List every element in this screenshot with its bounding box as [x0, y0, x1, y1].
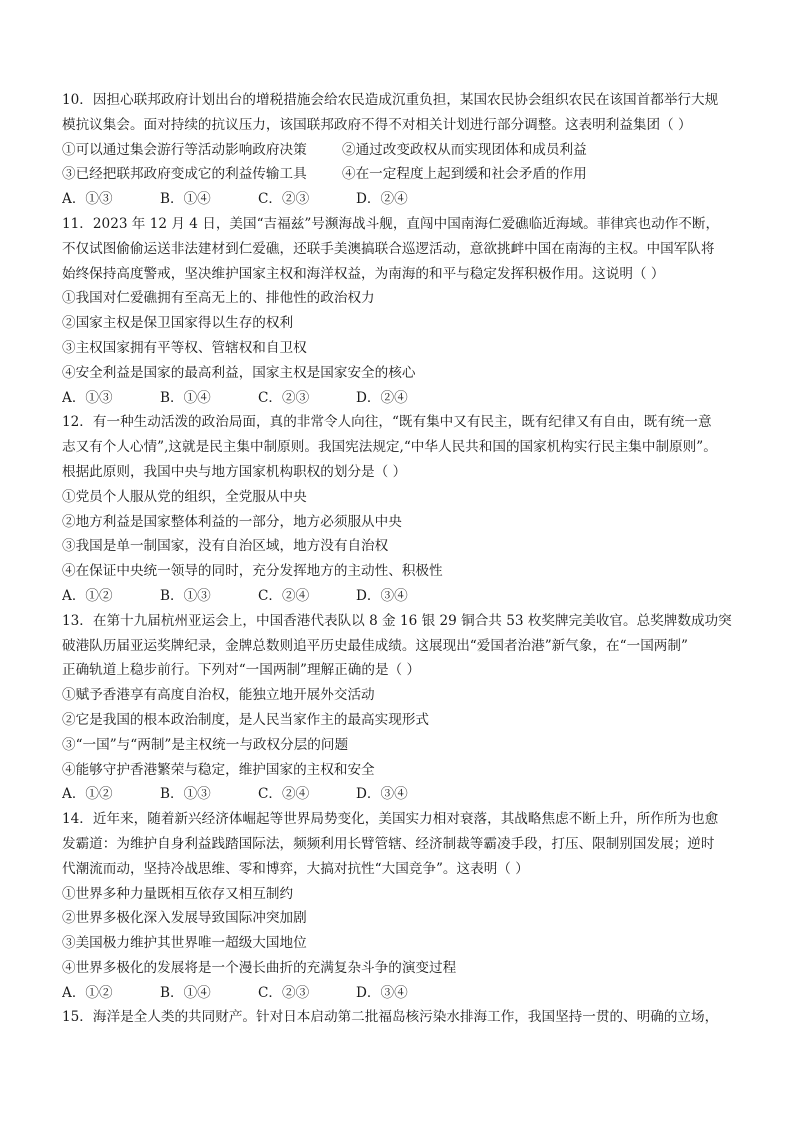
answer-choice-b: B．①③: [160, 786, 211, 803]
option-item: ②地方利益是国家整体利益的一部分，地方必须服从中央: [62, 513, 402, 530]
answer-choices: [62, 187, 740, 212]
option-item: ①党员个人服从党的组织，全党服从中央: [62, 488, 307, 505]
answer-choice-c: C．②③: [258, 191, 310, 208]
question-stem-line: 11．2023 年 12 月 4 日，美国“吉福兹”号濒海战斗舰，直闯中国南海仁爱礁临近海域。菲律宾也动作不断，: [62, 215, 720, 232]
exam-page: [62, 88, 740, 1030]
answer-choice-b: B．①④: [160, 984, 211, 1001]
answer-choices: [62, 782, 740, 807]
answer-choice-c: C．②④: [258, 587, 310, 604]
question-stem-line: 志又有个人心情”,这就是民主集中制原则。我国宪法规定,“中华人民共和国的国家机构实行民主集中制原则”。: [62, 439, 717, 456]
question-12: [62, 410, 740, 608]
option-row: [62, 162, 740, 187]
answer-choice-c: C．②③: [258, 984, 310, 1001]
option-item: ②它是我国的根本政治制度，是人民当家作主的最高实现形式: [62, 711, 430, 728]
answer-choice-d: D．②④: [356, 389, 408, 406]
answer-choice-a: A．①②: [62, 984, 113, 1001]
question-stem-line: 13．在第十九届杭州亚运会上，中国香港代表队以 8 金 16 银 29 铜合共 53 枚奖牌完美收官。总奖牌数成功突: [62, 612, 732, 629]
question-stem-line: 发霸道：为维护自身利益践踏国际法，频频利用长臂管辖、经济制裁等霸凌手段，打压、限制别国发展；逆时: [62, 835, 715, 852]
option-item: ③我国是单一制国家，没有自治区域，地方没有自治权: [62, 538, 389, 555]
answer-choice-d: D．②④: [356, 191, 408, 208]
option-item: ①我国对仁爱礁拥有至高无上的、排他性的政治权力: [62, 290, 375, 307]
answer-choice-d: D．③④: [356, 786, 408, 803]
answer-choice-d: D．③④: [356, 587, 408, 604]
option-item: ③主权国家拥有平等权、管辖权和自卫权: [62, 339, 307, 356]
option-item: ②通过改变政权从而实现团体和成员利益: [342, 141, 587, 158]
answer-choice-d: D．③④: [356, 984, 408, 1001]
answer-choice-b: B．①③: [160, 587, 211, 604]
option-item: ④在一定程度上起到缓和社会矛盾的作用: [342, 166, 587, 183]
option-item: ③美国极力维护其世界唯一超级大国地位: [62, 935, 307, 952]
option-item: ②国家主权是保卫国家得以生存的权利: [62, 315, 294, 332]
question-stem-line: 模抗议集会。面对持续的抗议压力，该国联邦政府不得不对相关计划进行部分调整。这表明利益集团（ ）: [62, 116, 692, 133]
option-row: [62, 138, 740, 163]
answer-choices: [62, 981, 740, 1006]
answer-choices: [62, 386, 740, 411]
answer-choice-b: B．①④: [160, 389, 211, 406]
answer-choice-a: A．①②: [62, 587, 113, 604]
question-stem-line: 代潮流而动，坚持冷战思维、零和博弈，大搞对抗性“大国竞争”。这表明（ ）: [62, 860, 529, 877]
option-item: ①世界多种力量既相互依存又相互制约: [62, 885, 294, 902]
question-stem-line: 根据此原则，我国中央与地方国家机构职权的划分是（ ）: [62, 463, 407, 480]
question-15: [62, 1005, 740, 1030]
option-item: ④安全利益是国家的最高利益，国家主权是国家安全的核心: [62, 364, 416, 381]
option-item: ③已经把联邦政府变成它的利益传输工具: [62, 166, 307, 183]
question-stem-line: 10．因担心联邦政府计划出台的增税措施会给农民造成沉重负担，某国农民协会组织农民在该国首都举行大规: [62, 92, 719, 108]
answer-choice-c: C．②③: [258, 389, 310, 406]
answer-choices: [62, 584, 740, 609]
question-stem-line: 正确轨道上稳步前行。下列对“一国两制”理解正确的是（ ）: [62, 662, 421, 679]
question-stem-line: 12．有一种生动活泼的政治局面，真的非常令人向往，“既有集中又有民主，既有纪律又有自由，既有统一意: [62, 414, 712, 431]
question-11: [62, 212, 740, 410]
option-item: ①赋予香港享有高度自治权，能独立地开展外交活动: [62, 687, 375, 704]
option-item: ④在保证中央统一领导的同时，充分发挥地方的主动性、积极性: [62, 563, 443, 580]
answer-choice-a: A．①②: [62, 786, 113, 803]
question-stem-line: 14．近年来，随着新兴经济体崛起等世界局势变化，美国实力相对衰落，其战略焦虑不断上升，所作所为也愈: [62, 811, 719, 828]
answer-choice-b: B．①④: [160, 191, 211, 208]
option-item: ④世界多极化的发展将是一个漫长曲折的充满复杂斗争的演变过程: [62, 959, 457, 976]
option-item: ②世界多极化深入发展导致国际冲突加剧: [62, 910, 307, 927]
question-stem-line: 15．海洋是全人类的共同财产。针对日本启动第二批福岛核污染水排海工作，我国坚持一贯的、明确的立场，: [62, 1009, 719, 1026]
question-10: [62, 88, 740, 212]
question-13: [62, 609, 740, 807]
answer-choice-c: C．②④: [258, 786, 310, 803]
question-stem-line: 始终保持高度警戒，坚决维护国家主权和海洋权益，为南海的和平与稳定发挥积极作用。这说明（ ）: [62, 265, 665, 282]
option-item: ④能够守护香港繁荣与稳定，维护国家的主权和安全: [62, 761, 375, 778]
option-item: ①可以通过集会游行等活动影响政府决策: [62, 141, 307, 158]
answer-choice-a: A．①③: [62, 389, 113, 406]
answer-choice-a: A．①③: [62, 191, 113, 208]
question-stem-line: 破港队历届亚运奖牌纪录，金牌总数则追平历史最佳成绩。这展现出“爱国者治港”新气象，在“一国两制”: [62, 637, 688, 654]
question-stem-line: 不仅试图偷偷运送非法建材到仁爱礁，还联手美澳搞联合巡逻活动，意欲挑衅中国在南海的主权。中国军队将: [62, 240, 715, 257]
option-item: ③“一国”与“两制”是主权统一与政权分层的问题: [62, 736, 349, 753]
question-14: [62, 807, 740, 1005]
